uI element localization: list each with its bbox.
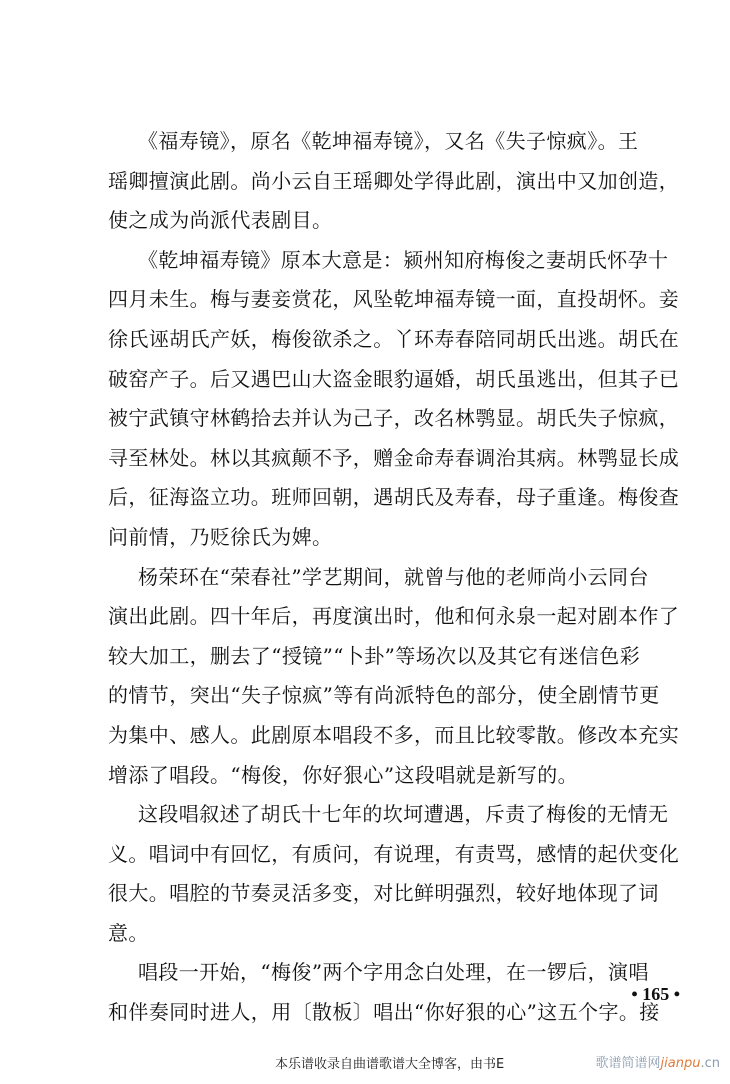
watermark-part: 歌谱简谱网: [595, 1056, 661, 1071]
text-line: 为集中、感人。此剧原本唱段不多，而且比较零散。修改本充实: [108, 722, 680, 747]
text-line: 寻至林处。林以其疯颠不予，赠金命寿春调治其病。林鹗显长成: [108, 445, 680, 470]
text-line: 唱段一开始，“梅俊”两个字用念白处理，在一锣后，演唱: [138, 960, 649, 985]
watermark-part: jianpu: [660, 1056, 701, 1071]
watermark-part: .cn: [700, 1056, 720, 1071]
text-line: 《乾坤福寿镜》原本大意是：颍州知府梅俊之妻胡氏怀孕十: [138, 247, 669, 272]
body-text: [108, 122, 688, 1033]
text-line: 使之成为尚派代表剧目。: [108, 208, 333, 233]
text-line: 破窑产子。后又遇巴山大盗金眼豹逼婚，胡氏虽逃出，但其子已: [108, 366, 680, 391]
text-line: 和伴奏同时进人，用〔散板〕唱出“你好狠的心”这五个字。接: [108, 1000, 660, 1025]
text-line: 徐氏诬胡氏产妖，梅俊欲杀之。丫环寿春陪同胡氏出逃。胡氏在: [108, 326, 680, 351]
text-line: 杨荣环在“荣春社”学艺期间，就曾与他的老师尚小云同台: [138, 564, 649, 589]
text-line: 的情节，突出“失子惊疯”等有尚派特色的部分，使全剧情节更: [108, 683, 660, 708]
source-footer: 本乐谱收录自曲谱歌谱大全博客，由书E: [275, 1057, 505, 1072]
text-line: 被宁武镇守林鹤拾去并认为己子，改名林鹗显。胡氏失子惊疯，: [108, 406, 680, 431]
text-line: 很大。唱腔的节奏灵活多变，对比鲜明强烈，较好地体现了词: [108, 881, 659, 906]
text-line: 演出此剧。四十年后，再度演出时，他和何永泉一起对剧本作了: [108, 604, 680, 629]
text-line: 四月未生。梅与妻妾赏花，风坠乾坤福寿镜一面，直投胡怀。妾: [108, 287, 680, 312]
text-line: 义。唱词中有回忆，有质问，有说理，有责骂，感情的起伏变化: [108, 841, 680, 866]
page-number: • 165 •: [631, 984, 680, 1004]
text-line: 较大加工，删去了“授镜”“卜卦”等场次以及其它有迷信色彩: [108, 643, 641, 668]
text-line: 问前情，乃贬徐氏为婢。: [108, 524, 333, 549]
text-line: 瑶卿擅演此剧。尚小云自王瑶卿处学得此剧，演出中又加创造，: [108, 168, 680, 193]
text-line: 后，征海盗立功。班师回朝，遇胡氏及寿春，母子重逢。梅俊查: [108, 485, 680, 510]
text-line: 这段唱叙述了胡氏十七年的坎坷遭遇，斥责了梅俊的无情无: [138, 802, 669, 827]
text-line: 意。: [108, 920, 149, 945]
text-line: 《福寿镜》，原名《乾坤福寿镜》，又名《失子惊疯》。王: [138, 129, 639, 153]
text-line: 增添了唱段。“梅俊，你好狠心”这段唱就是新写的。: [108, 762, 579, 787]
site-watermark: [596, 1052, 720, 1071]
